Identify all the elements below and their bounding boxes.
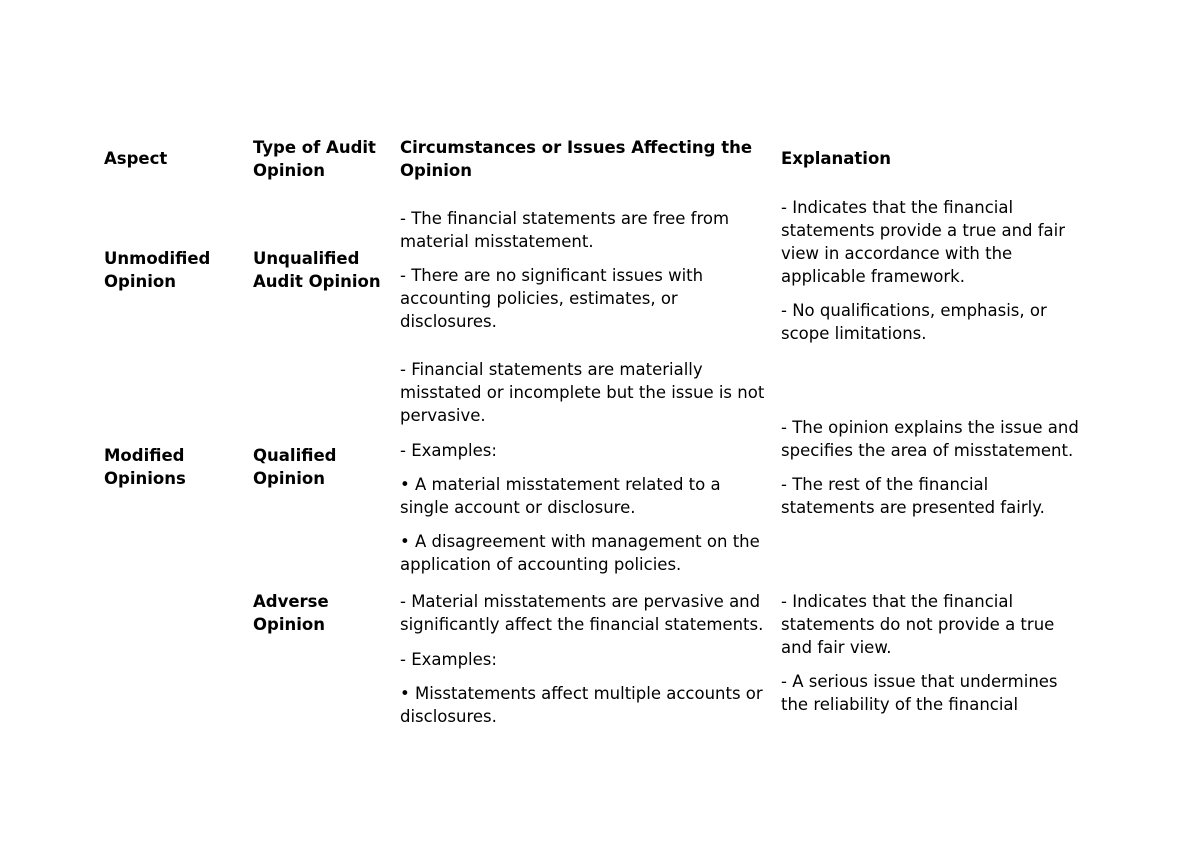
row-1-aspect: Unmodified Opinion: [104, 249, 211, 291]
header-explanation: Explanation: [781, 149, 892, 168]
row-2-circumstance-2: - Examples:: [400, 441, 497, 460]
row-2-circumstance-1: - Financial statements are materially misstated or incomplete but the issue is not pervasive.: [400, 360, 765, 425]
row-1-explanation-1: - Indicates that the financial statements provide a true and fair view in accordance with the applicable framework.: [781, 198, 1066, 286]
header-circumstances: Circumstances or Issues Affecting the Opinion: [400, 138, 753, 180]
row-2-aspect: Modified Opinions: [104, 446, 186, 488]
row-2-circumstance-4: • A disagreement with management on the application of accounting policies.: [400, 532, 760, 574]
row-1-type: Unqualified Audit Opinion: [253, 249, 381, 291]
row-1-circumstance-2: - There are no significant issues with accounting policies, estimates, or disclosures.: [400, 266, 704, 331]
header-type-of-audit-opinion: Type of Audit Opinion: [253, 138, 376, 180]
row-2-explanation-2: - The rest of the financial statements are presented fairly.: [781, 475, 1045, 517]
row-2-type: Qualified Opinion: [253, 446, 337, 488]
row-2-circumstance-3: • A material misstatement related to a single account or disclosure.: [400, 475, 721, 517]
row-3-explanation-1: - Indicates that the financial statements do not provide a true and fair view.: [781, 592, 1055, 657]
row-3-type: Adverse Opinion: [253, 592, 329, 634]
row-1-circumstance-1: - The financial statements are free from material misstatement.: [400, 209, 730, 251]
row-3-circumstance-2: - Examples:: [400, 650, 497, 669]
header-aspect: Aspect: [104, 149, 168, 168]
row-3-circumstance-1: - Material misstatements are pervasive and significantly affect the financial statements.: [400, 592, 764, 634]
row-1-explanation-2: - No qualifications, emphasis, or scope limitations.: [781, 301, 1047, 343]
row-3-explanation-2: - A serious issue that undermines the reliability of the financial: [781, 672, 1058, 714]
row-3-circumstance-3: • Misstatements affect multiple accounts or disclosures.: [400, 684, 763, 726]
row-2-explanation-1: - The opinion explains the issue and specifies the area of misstatement.: [781, 418, 1079, 460]
